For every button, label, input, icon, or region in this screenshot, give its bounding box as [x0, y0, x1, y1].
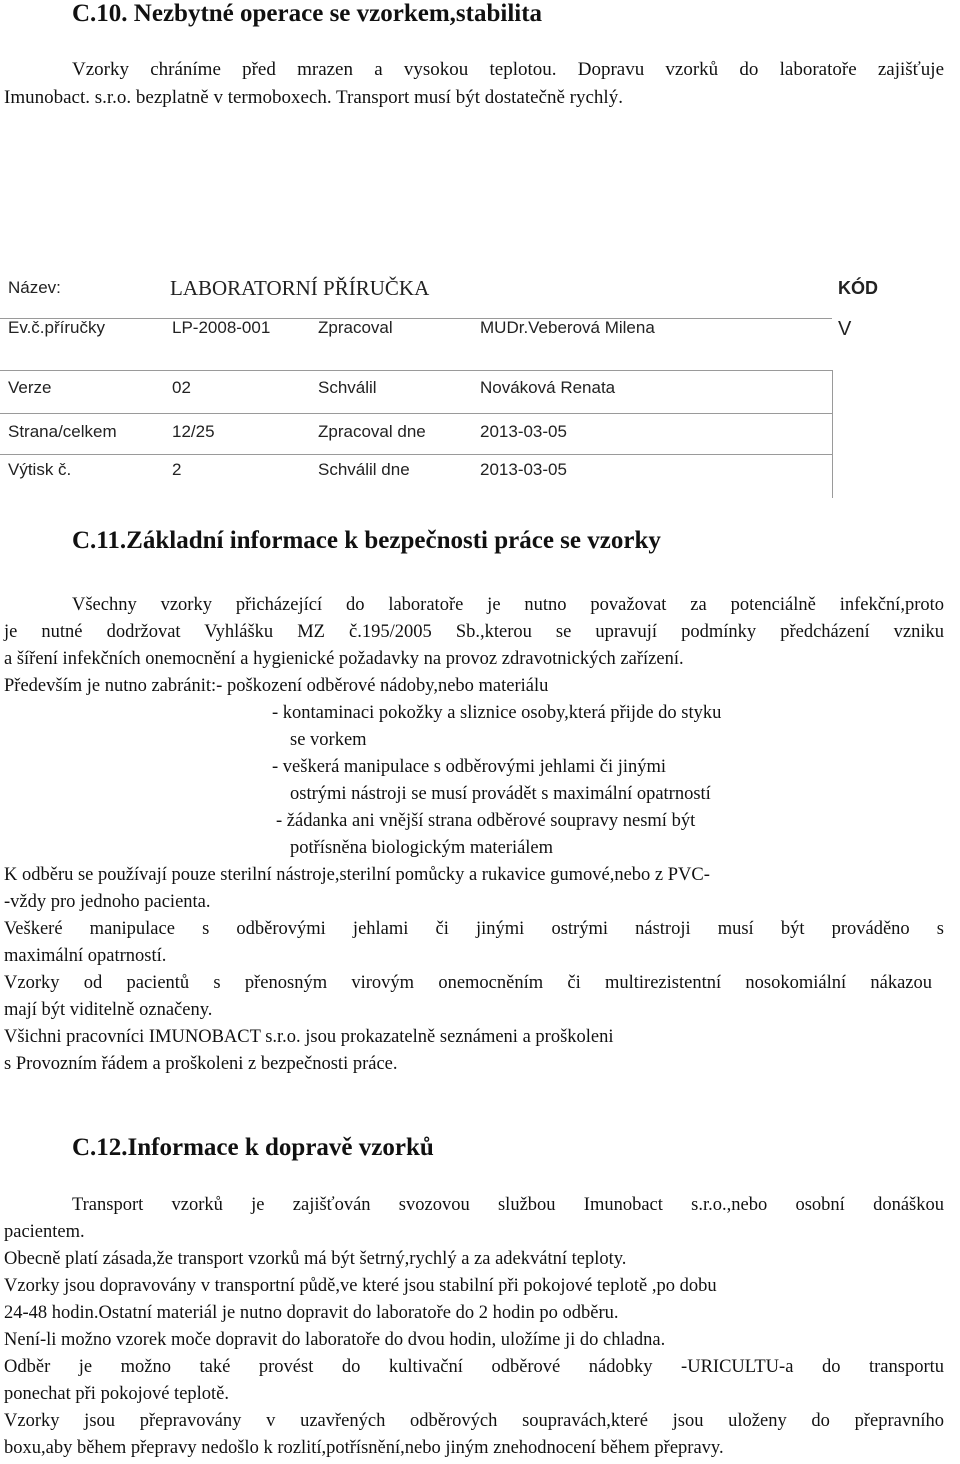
- document-header-table: [0, 268, 960, 498]
- header-row-2-value: 02: [172, 378, 191, 397]
- hazard-list-item: - žádanka ani vnější strana odběrové soupravy nesmí být: [276, 811, 696, 831]
- header-row-1-value: LP-2008-001: [172, 318, 271, 337]
- section-10-line-2: Imunobact. s.r.o. bezplatně v termoboxech. Transport musí být dostatečně rychlý.: [4, 87, 623, 108]
- section-12-line: Vzorky jsou přepravovány v uzavřených odběrových soupravách,které jsou uloženy do přepravního: [4, 1411, 944, 1431]
- header-name-value: LABORATORNÍ PŘÍRUČKA: [170, 276, 430, 300]
- section-12-line: 24-48 hodin.Ostatní materiál je nutno dopravit do laboratoře do 2 hodin po odběru.: [4, 1303, 619, 1323]
- section-11-para-2-line: mají být viditelně označeny.: [4, 1000, 213, 1020]
- header-row-4-value: 2: [172, 460, 182, 479]
- header-row-3-value2: 2013-03-05: [480, 422, 567, 441]
- header-row-4-value2: 2013-03-05: [480, 460, 567, 479]
- section-11-para-2-line: Veškeré manipulace s odběrovými jehlami či jinými ostrými nástroji musí být prováděno s: [4, 919, 944, 939]
- header-name-label: Název:: [8, 278, 61, 297]
- hazard-list-item: - veškerá manipulace s odběrovými jehlami či jinými: [272, 757, 667, 777]
- header-row-2-value2: Nováková Renata: [480, 378, 616, 397]
- section-11-para-2-line: K odběru se používají pouze sterilní nástroje,sterilní pomůcky a rukavice gumové,nebo z PVC-: [4, 865, 710, 885]
- header-row-3-label2: Zpracoval dne: [318, 422, 426, 441]
- section-12-line: pacientem.: [4, 1222, 85, 1242]
- header-code-label: KÓD: [838, 278, 878, 298]
- section-12-line: boxu,aby během přepravy nedošlo k rozlití,potřísnění,nebo jiným znehodnocení během přepravy.: [4, 1438, 724, 1458]
- header-row-1-label: Ev.č.příručky: [8, 318, 105, 337]
- header-row-4-label2: Schválil dne: [318, 460, 410, 479]
- section-12-line: Odběr je možno také provést do kultivační odběrové nádobky -URICULTU-a do transportu: [4, 1357, 944, 1377]
- header-code-value: V: [838, 318, 852, 340]
- hazard-list-intro: Především je nutno zabránit:- poškození odběrové nádoby,nebo materiálu: [4, 676, 549, 696]
- header-row-2-label: Verze: [8, 378, 52, 397]
- section-12-line: Transport vzorků je zajišťován svozovou službou Imunobact s.r.o.,nebo osobní donáškou: [72, 1195, 944, 1215]
- section-11-heading: C.11.Základní informace k bezpečnosti práce se vzorky: [72, 527, 661, 554]
- header-row-3-label: Strana/celkem: [8, 422, 117, 441]
- hazard-list-item: potřísněna biologickým materiálem: [290, 838, 554, 858]
- section-11-para-1-line-1: Všechny vzorky přicházející do laboratoře je nutno považovat za potenciálně infekční,proto: [72, 595, 944, 615]
- section-12-heading: C.12.Informace k dopravě vzorků: [72, 1134, 434, 1161]
- section-11-para-2-line: s Provozním řádem a proškoleni z bezpečnosti práce.: [4, 1054, 398, 1074]
- section-11-para-2-line: -vždy pro jednoho pacienta.: [4, 892, 211, 912]
- section-10-heading: C.10. Nezbytné operace se vzorkem,stabilita: [72, 0, 543, 27]
- section-11-para-2-line: Všichni pracovníci IMUNOBACT s.r.o. jsou prokazatelně seznámeni a proškoleni: [4, 1027, 614, 1047]
- section-12-line: Není-li možno vzorek moče dopravit do laboratoře do dvou hodin, uložíme ji do chladna.: [4, 1330, 666, 1350]
- section-12-line: Vzorky jsou dopravovány v transportní půdě,ve které jsou stabilní při pokojové teplotě ,po dobu: [4, 1276, 717, 1296]
- header-row-2-label2: Schválil: [318, 378, 377, 397]
- section-11-para-1-line-3: a šíření infekčních onemocnění a hygienické požadavky na provoz zdravotnických zařízení.: [4, 649, 684, 669]
- section-11-para-2-line: Vzorky od pacientů s přenosným virovým onemocněním či multirezistentní nosokomiální nákazou: [4, 973, 932, 993]
- section-12-line: ponechat při pokojové teplotě.: [4, 1384, 230, 1404]
- hazard-list-item: - kontaminaci pokožky a sliznice osoby,která přijde do styku: [272, 703, 722, 723]
- header-row-1-label2: Zpracoval: [318, 318, 393, 337]
- hazard-list-item: ostrými nástroji se musí provádět s maximální opatrností: [290, 784, 711, 804]
- section-10-line-1: Vzorky chráníme před mrazen a vysokou teplotou. Dopravu vzorků do laboratoře zajišťuje: [72, 59, 944, 80]
- header-row-1-value2: MUDr.Veberová Milena: [480, 318, 655, 337]
- header-row-4-label: Výtisk č.: [8, 460, 72, 479]
- hazard-list-item: se vorkem: [290, 730, 367, 750]
- section-11-para-2-line: maximální opatrností.: [4, 946, 167, 966]
- section-12-line: Obecně platí zásada,že transport vzorků má být šetrný,rychlý a za adekvátní teploty.: [4, 1249, 627, 1269]
- section-11-para-1-line-2: je nutné dodržovat Vyhlášku MZ č.195/2005 Sb.,kterou se upravují podmínky předcházení vzniku: [4, 622, 944, 642]
- header-row-3-value: 12/25: [172, 422, 215, 441]
